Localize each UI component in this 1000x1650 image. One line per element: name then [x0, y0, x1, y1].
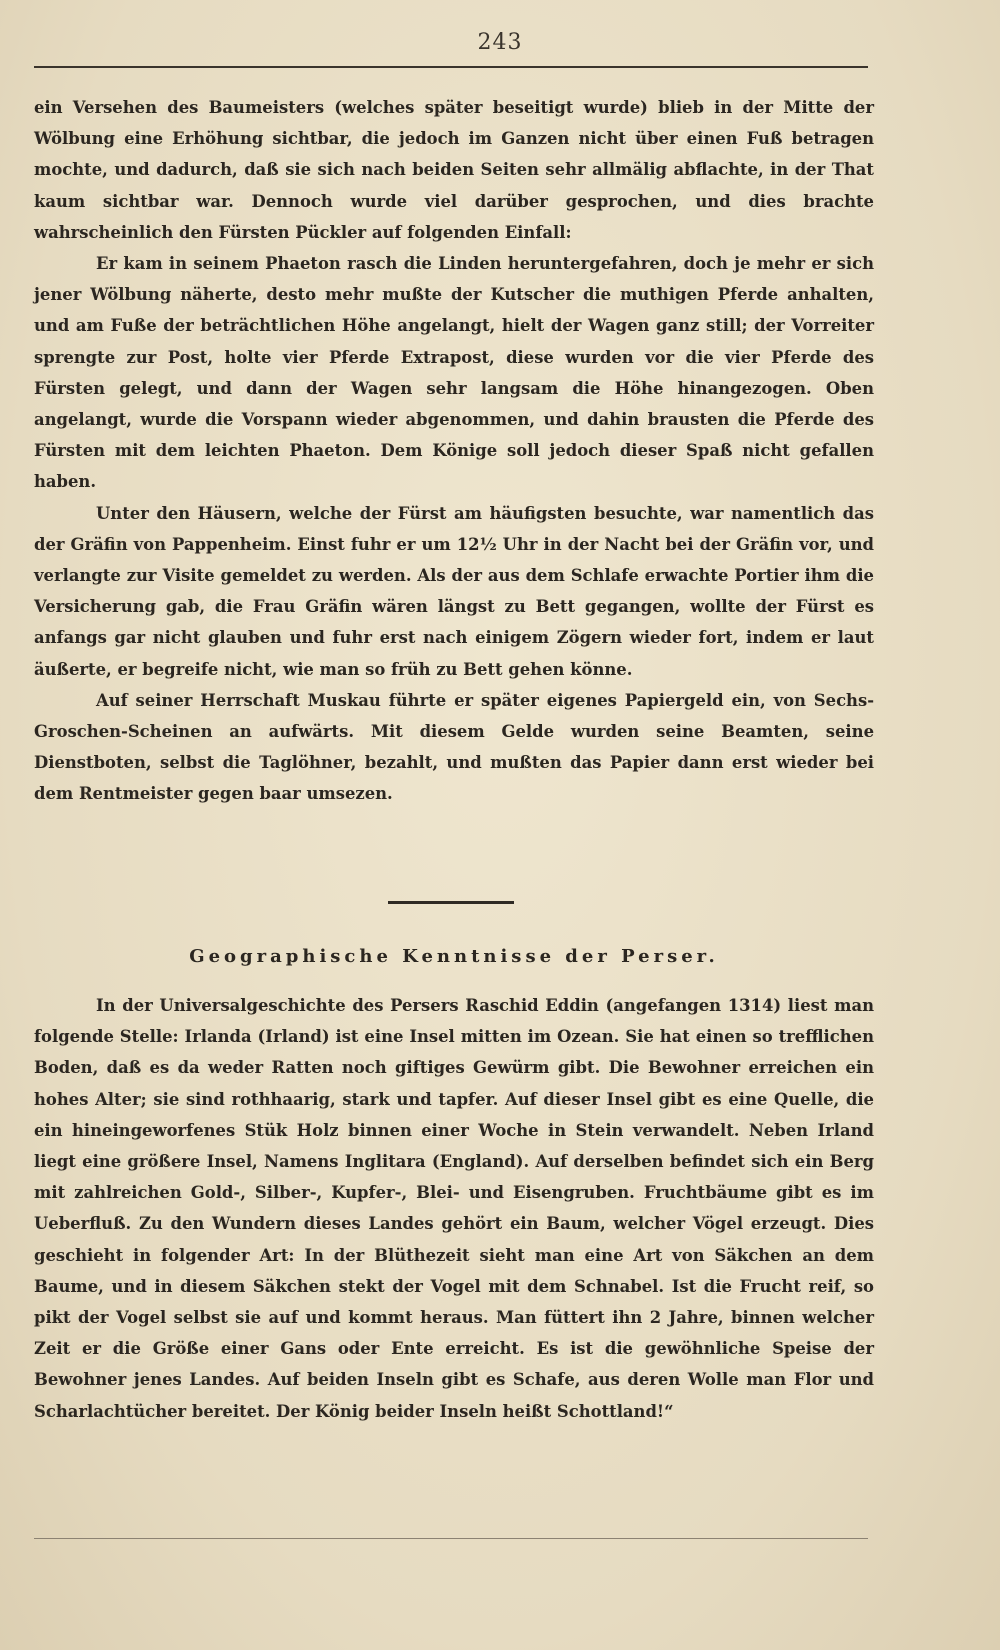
section-divider — [388, 901, 514, 904]
paragraph: Er kam in seinem Phaeton rasch die Linden heruntergefahren, doch je mehr er sich jener Wölbung näherte, desto mehr mußte der Kutscher die muthigen Pferde anhalten, und am Fuße der beträchtlichen Höhe angelangt, hielt der Wagen ganz still; der Vorreiter sprengte zur Post, holte vier Pferde Extrapost, diese wurden vor die vier Pferde des Fürsten gelegt, und dann der Wagen sehr langsam die Höhe hinangezogen. Oben angelangt, wurde die Vorspann wieder abgenommen, und dahin brausten die Pferde des Fürsten mit dem leichten Phaeton. Dem Könige soll jedoch dieser Spaß nicht gefallen haben. — [34, 254, 874, 492]
paragraph: Auf seiner Herrschaft Muskau führte er später eigenes Papiergeld ein, von Sechs-Groschen-Scheinen an aufwärts. Mit diesem Gelde wurden seine Beamten, seine Dienstboten, selbst die Taglöhner, bezahlt, und mußten das Papier dann erst wieder bei dem Rentmeister gegen baar umsezen. — [34, 690, 874, 804]
section-1-body — [34, 92, 874, 810]
section-heading: Geographische Kenntnisse der Perser. — [189, 946, 719, 967]
page-number: 243 — [477, 30, 523, 55]
section-2-body — [34, 990, 874, 1427]
bottom-rule — [34, 1538, 868, 1539]
paragraph: ein Versehen des Baumeisters (welches später beseitigt wurde) blieb in der Mitte der Wölbung eine Erhöhung sichtbar, die jedoch im Ganzen nicht über einen Fuß betragen mochte, und dadurch, daß sie sich nach beiden Seiten sehr allmälig abflachte, in der That kaum sichtbar war. Dennoch wurde viel darüber gesprochen, und dies brachte wahrscheinlich den Fürsten Pückler auf folgenden Einfall: — [34, 98, 874, 242]
header-rule — [34, 66, 868, 68]
paragraph: In der Universalgeschichte des Persers Raschid Eddin (angefangen 1314) liest man folgende Stelle: Irlanda (Irland) ist eine Insel mitten im Ozean. Sie hat einen so trefflichen Boden, daß es da weder Ratten noch giftiges Gewürm gibt. Die Bewohner erreichen ein hohes Alter; sie sind rothhaarig, stark und tapfer. Auf dieser Insel gibt es eine Quelle, die ein hineingeworfenes Stük Holz binnen einer Woche in Stein verwandelt. Neben Irland liegt eine größere Insel, Namens Inglitara (England). Auf derselben befindet sich ein Berg mit zahlreichen Gold-, Silber-, Kupfer-, Blei- und Eisengruben. Fruchtbäume gibt es im Ueberfluß. Zu den Wundern dieses Landes gehört ein Baum, welcher Vögel erzeugt. Dies geschieht in folgender Art: In der Blüthezeit sieht man eine Art von Säkchen an dem Baume, und in diesem Säkchen stekt der Vogel mit dem Schnabel. Ist die Frucht reif, so pikt der Vogel selbst sie auf und kommt heraus. Man füttert ihn 2 Jahre, binnen welcher Zeit er die Größe einer Gans oder Ente erreicht. Es ist die gewöhnliche Speise der Bewohner jenes Landes. Auf beiden Inseln gibt es Schafe, aus deren Wolle man Flor und Scharlachtücher bereitet. Der König beider Inseln heißt Schottland!“ — [34, 996, 874, 1421]
paragraph: Unter den Häusern, welche der Fürst am häufigsten besuchte, war namentlich das der Gräfin von Pappenheim. Einst fuhr er um 12½ Uhr in der Nacht bei der Gräfin vor, und verlangte zur Visite gemeldet zu werden. Als der aus dem Schlafe erwachte Portier ihm die Versicherung gab, die Frau Gräfin wären längst zu Bett gegangen, wollte der Fürst es anfangs gar nicht glauben und fuhr erst nach einigem Zögern wieder fort, indem er laut äußerte, er begreife nicht, wie man so früh zu Bett gehen könne. — [34, 503, 874, 679]
